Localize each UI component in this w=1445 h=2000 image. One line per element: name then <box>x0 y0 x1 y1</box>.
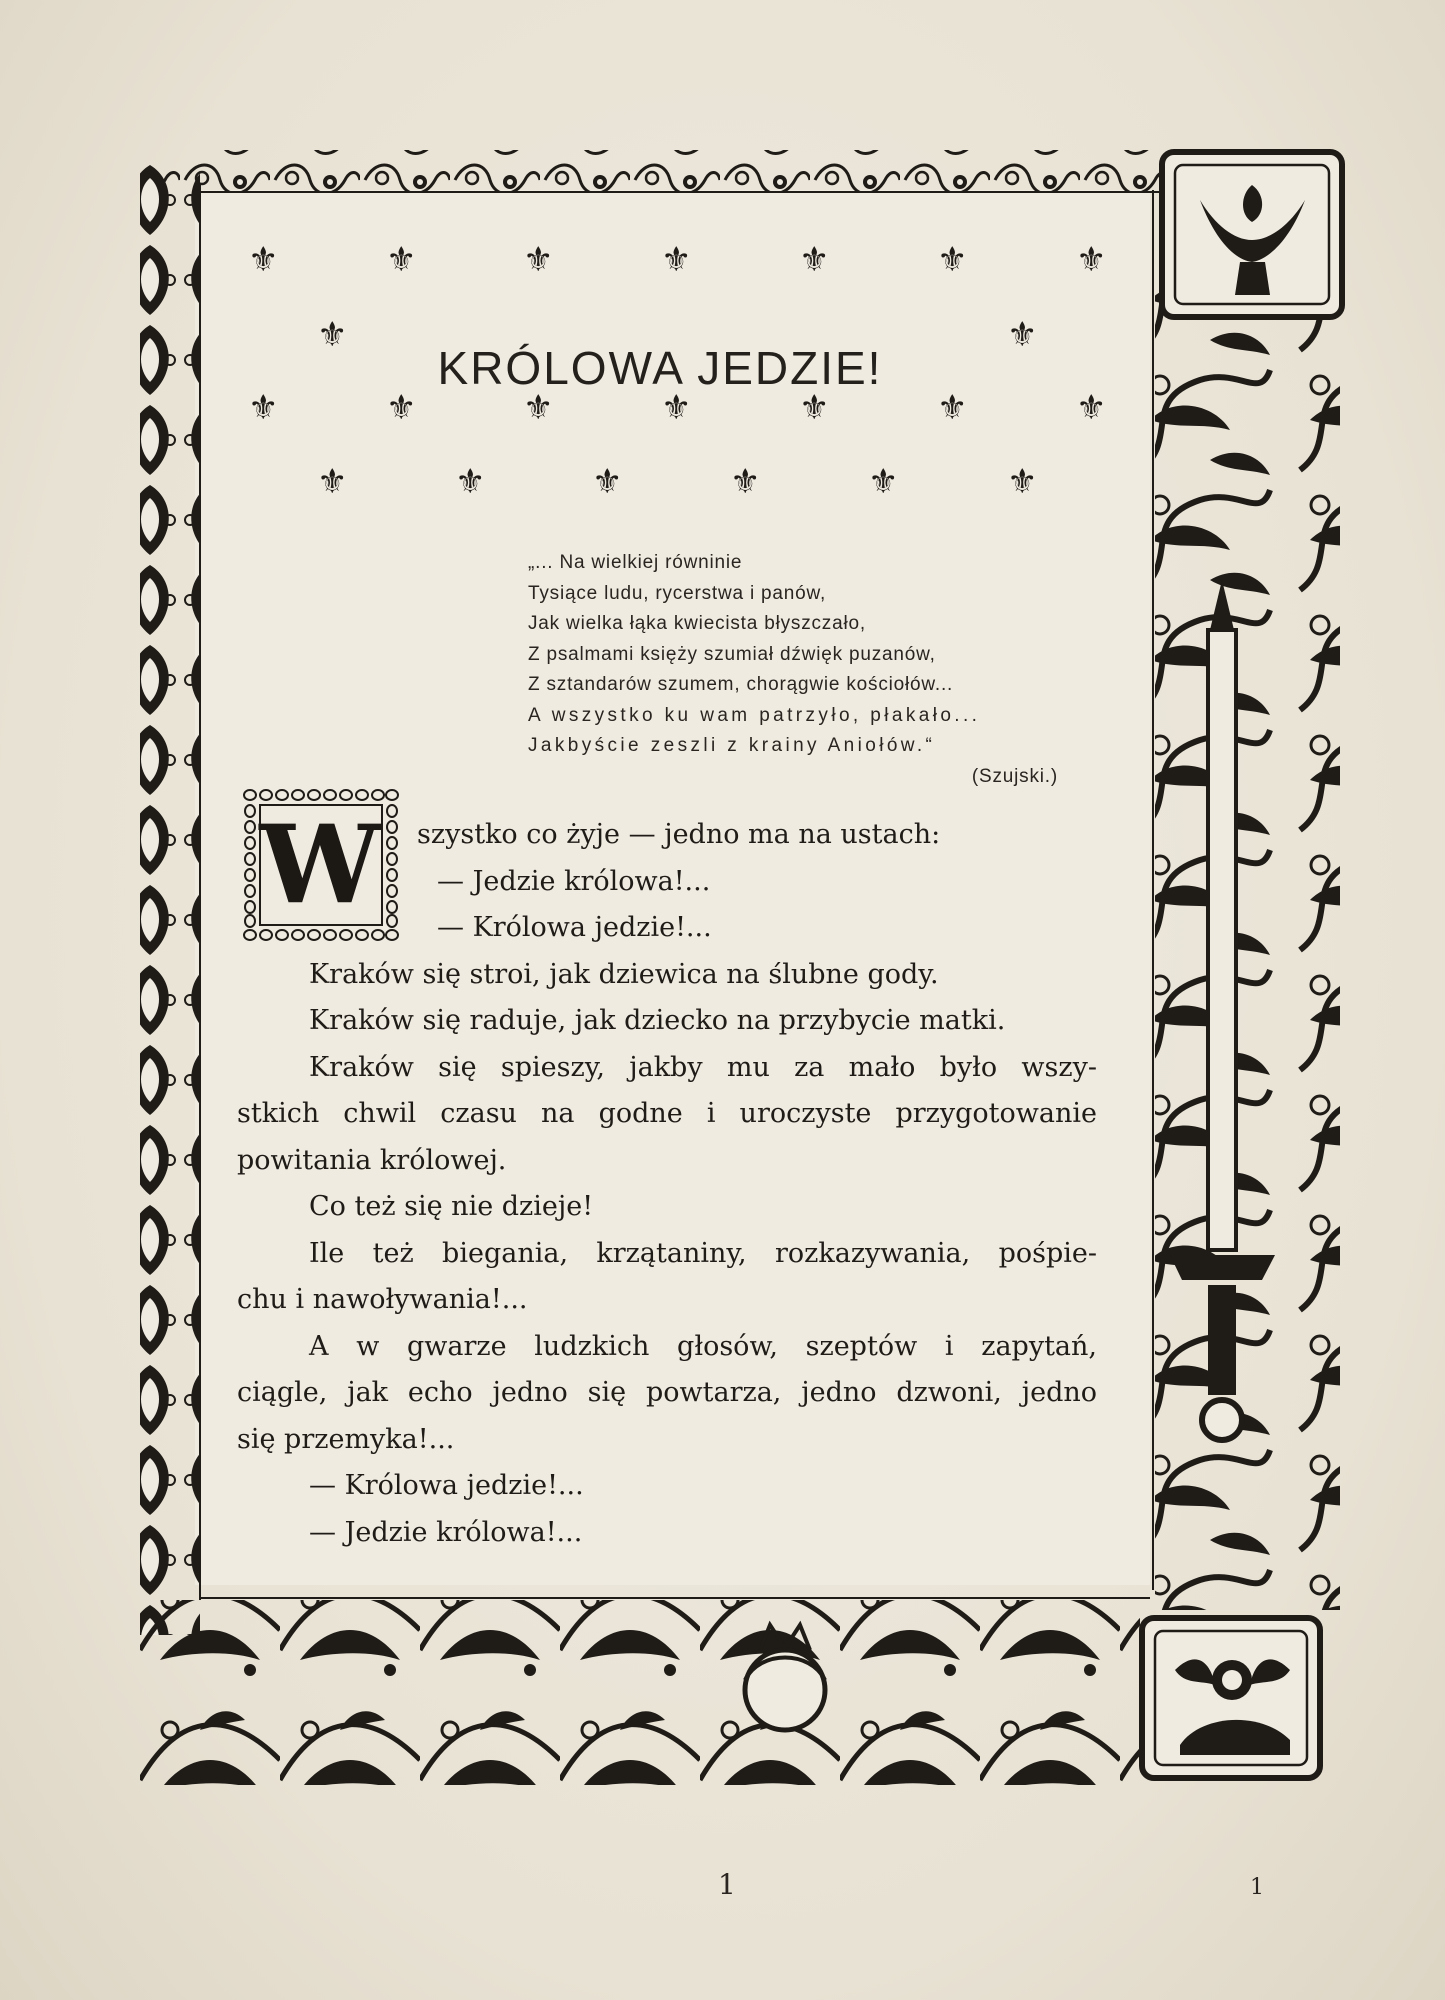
body-line: powitania królowej. <box>237 1144 507 1176</box>
epigraph-line: A wszystko ku wam patrzyło, płakało... <box>528 704 981 726</box>
fleur-de-lis-icon: ⚜ <box>1076 388 1107 428</box>
fleur-de-lis-icon: ⚜ <box>386 240 417 280</box>
fleur-de-lis-icon: ⚜ <box>523 240 554 280</box>
body-line: Kraków się stroi, jak dziewica na ślubne gody. <box>309 958 939 990</box>
fleur-de-lis-icon: ⚜ <box>661 388 692 428</box>
fleur-de-lis-icon: ⚜ <box>386 388 417 428</box>
body-line: Ile też biegania, krzątaniny, rozkazywania, pośpie- <box>309 1237 1097 1269</box>
body-line: się przemyka!... <box>237 1423 455 1455</box>
epigraph-attribution: (Szujski.) <box>971 765 1058 787</box>
body-line: Kraków się spieszy, jakby mu za mało było wszy- <box>309 1051 1097 1083</box>
fleur-de-lis-icon: ⚜ <box>317 462 348 502</box>
body-line: stkich chwil czasu na godne i uroczyste przygotowanie <box>237 1098 1097 1129</box>
body-line: ciągle, jak echo jedno się powtarza, jedno dzwoni, jedno <box>237 1377 1097 1408</box>
body-line: — Jedzie królowa!... <box>437 865 711 897</box>
page-number-center: 1 <box>718 1868 736 1901</box>
body-line: — Jedzie królowa!... <box>309 1516 583 1548</box>
fleur-de-lis-icon: ⚜ <box>1007 315 1038 355</box>
epigraph-line: Jak wielka łąka kwiecista błyszczało, <box>528 613 866 634</box>
fleur-de-lis-icon: ⚜ <box>868 462 899 502</box>
epigraph-line: Z sztandarów szumem, chorągwie kościołów... <box>528 674 954 695</box>
epigraph-line: Tysiące ludu, rycerstwa i panów, <box>528 582 827 604</box>
body-line: chu i nawoływania!... <box>237 1284 528 1315</box>
epigraph-line: Z psalmami księży szumiał dźwięk puzanów, <box>528 643 936 665</box>
body-line: — Królowa jedzie!... <box>309 1470 584 1501</box>
fleur-de-lis-icon: ⚜ <box>730 462 761 502</box>
fleur-de-lis-icon: ⚜ <box>523 388 554 428</box>
fleur-de-lis-icon: ⚜ <box>455 462 486 502</box>
body-line: — Królowa jedzie!... <box>437 912 712 943</box>
epigraph <box>528 548 1108 792</box>
fleur-de-lis-icon: ⚜ <box>248 388 279 428</box>
fleur-de-lis-icon: ⚜ <box>592 462 623 502</box>
fleur-de-lis-icon: ⚜ <box>1007 462 1038 502</box>
body-line: Kraków się raduje, jak dziecko na przybycie matki. <box>309 1005 1006 1036</box>
body-line: Co też się nie dzieje! <box>309 1191 594 1222</box>
body-line: A w gwarze ludzkich głosów, szeptów i zapytań, <box>309 1330 1097 1362</box>
epigraph-line: „... Na wielkiej równinie <box>528 552 743 573</box>
fleur-de-lis-icon: ⚜ <box>799 388 830 428</box>
initial-letter: W <box>259 802 381 928</box>
fleur-de-lis-icon: ⚜ <box>799 240 830 280</box>
fleur-de-lis-icon: ⚜ <box>317 315 348 355</box>
chapter-title: KRÓLOWA JEDZIE! <box>437 341 883 394</box>
page-number-corner: 1 <box>1250 1875 1264 1900</box>
fleur-de-lis-icon: ⚜ <box>661 240 692 280</box>
body-line: szystko co żyje — jedno ma na ustach: <box>417 819 941 850</box>
fleur-de-lis-icon: ⚜ <box>937 388 968 428</box>
epigraph-line: Jakbyście zeszli z krainy Aniołów.“ <box>528 735 936 756</box>
fleur-de-lis-icon: ⚜ <box>937 240 968 280</box>
fleur-de-lis-icon: ⚜ <box>248 240 279 280</box>
body-text <box>237 812 1097 1556</box>
fleur-de-lis-icon: ⚜ <box>1076 240 1107 280</box>
